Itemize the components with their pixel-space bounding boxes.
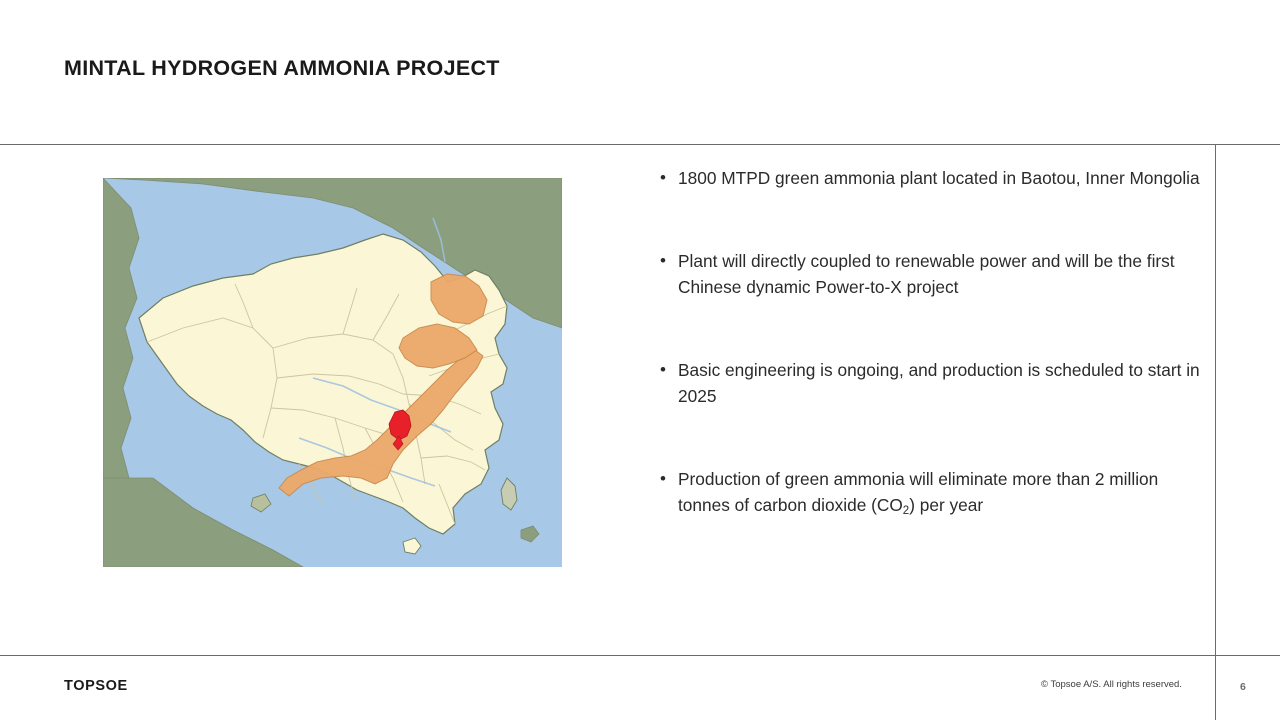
bullet-marker-icon: • — [660, 360, 666, 379]
bullet-text: Plant will directly coupled to renewable power and will be the first Chinese dynamic Power-to-X project — [678, 251, 1175, 297]
bullet-text: Production of green ammonia will eliminate more than 2 million tonnes of carbon dioxide (CO — [678, 469, 1159, 515]
bullet-text-subscript: 2 — [902, 505, 910, 517]
list-item — [657, 357, 1202, 409]
bullet-text: 1800 MTPD green ammonia plant located in Baotou, Inner Mongolia — [678, 168, 1200, 188]
list-item — [657, 165, 1202, 191]
divider-right — [1215, 144, 1216, 720]
bullet-text-tail: ) per year — [909, 495, 984, 515]
page-number: 6 — [1240, 681, 1246, 693]
bullet-text: Basic engineering is ongoing, and production is scheduled to start in 2025 — [678, 360, 1200, 406]
china-map — [103, 178, 562, 567]
copyright-notice: © Topsoe A/S. All rights reserved. — [1041, 679, 1182, 690]
page-title: MINTAL HYDROGEN AMMONIA PROJECT — [64, 56, 500, 80]
bullet-marker-icon: • — [660, 251, 666, 270]
brand-logo: TOPSOE — [64, 678, 128, 694]
list-item — [657, 248, 1202, 300]
bullet-marker-icon: • — [660, 469, 666, 488]
list-item — [657, 466, 1202, 521]
bullet-list — [657, 165, 1202, 521]
divider-bottom — [0, 655, 1280, 656]
bullet-marker-icon: • — [660, 168, 666, 187]
divider-top — [0, 144, 1280, 145]
